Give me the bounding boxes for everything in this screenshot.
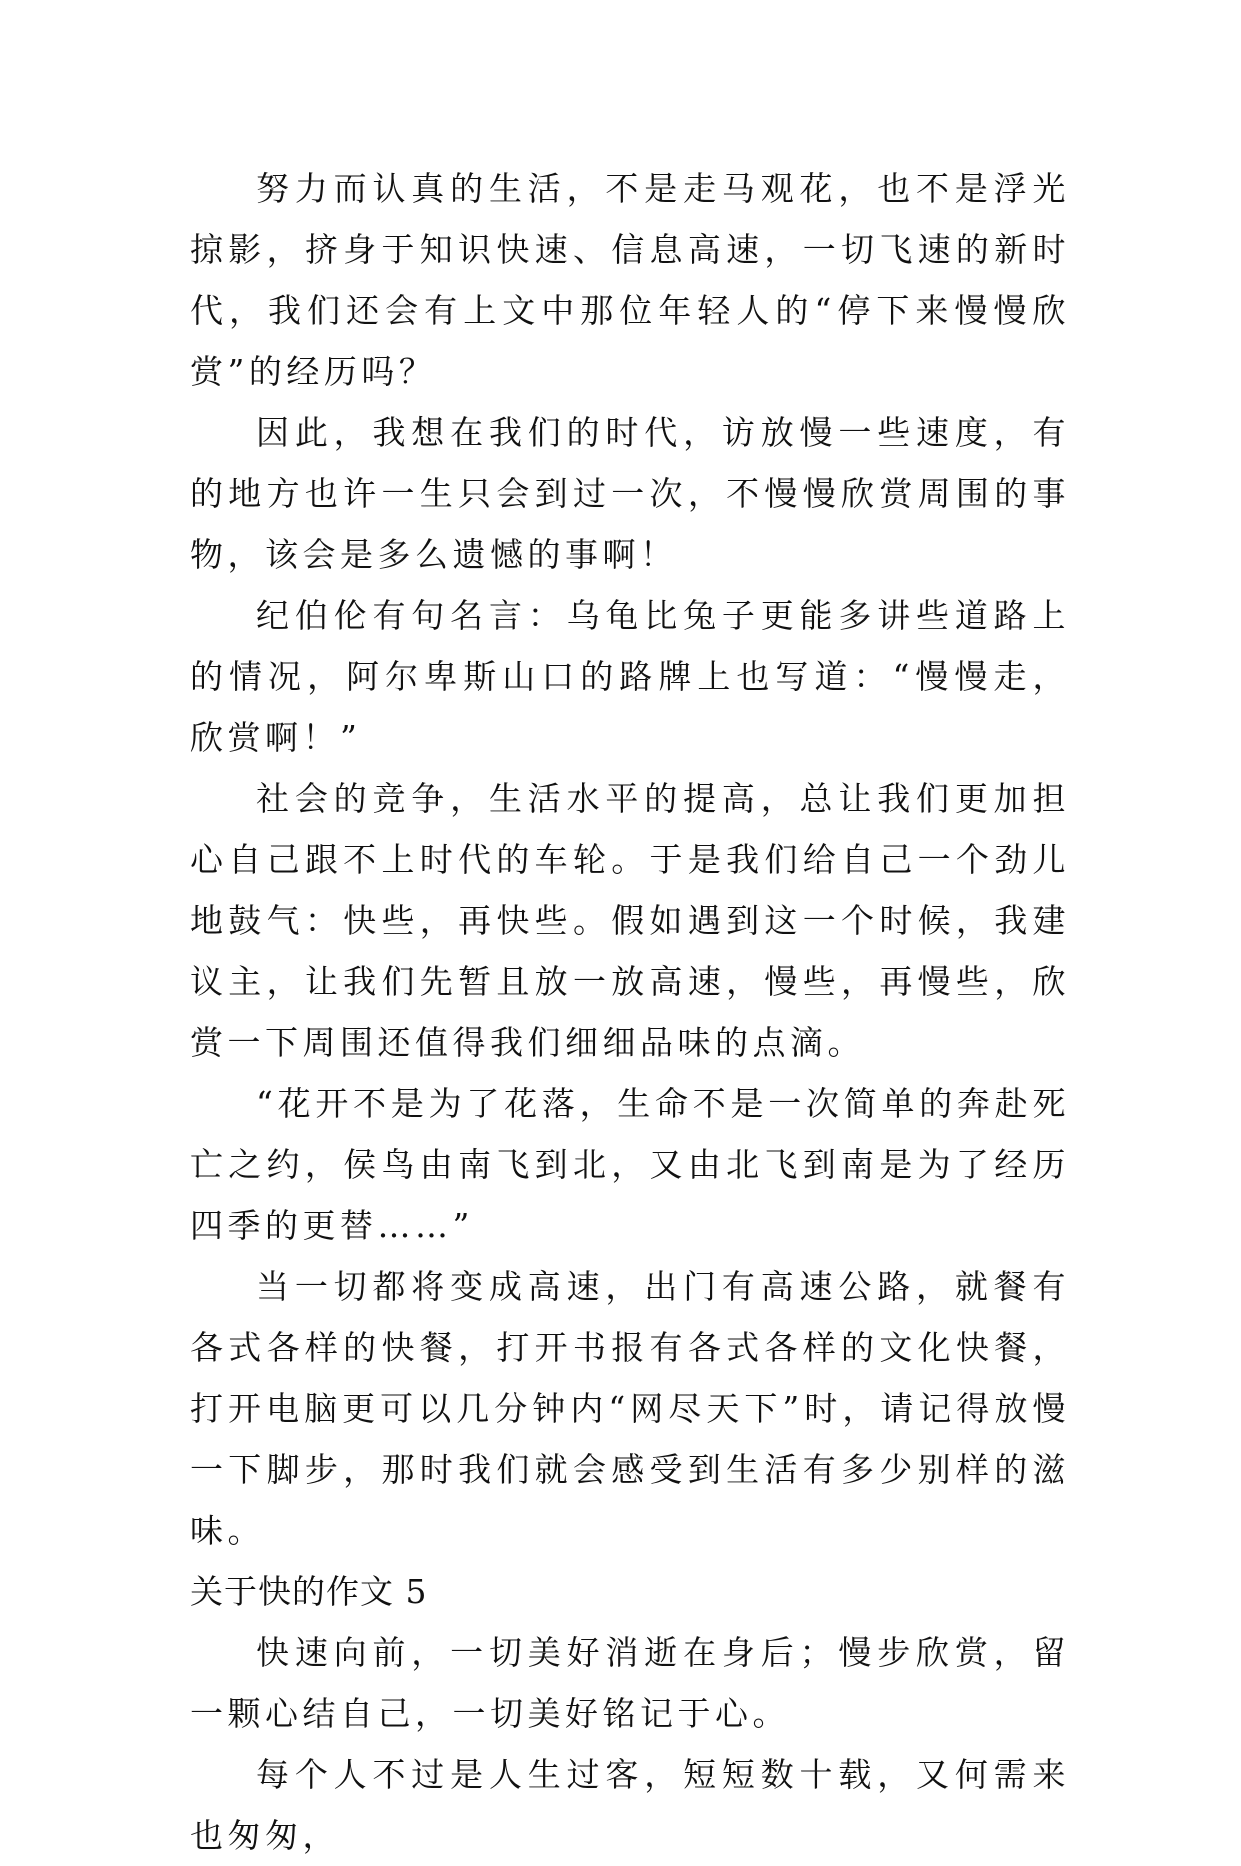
paragraph-2: 因此，我想在我们的时代，访放慢一些速度，有的地方也许一生只会到过一次，不慢慢欣赏周围的事物，该会是多么遗憾的事啊！ [190,413,1070,574]
paragraph-1: 努力而认真的生活，不是走马观花，也不是浮光掠影，挤身于知识快速、信息高速，一切飞速的新时代，我们还会有上文中那位年轻人的“停下来慢慢欣赏”的经历吗？ [190,169,1070,391]
paragraph-3: 纪伯伦有句名言：乌龟比兔子更能多讲些道路上的情况，阿尔卑斯山口的路牌上也写道：“慢慢走，欣赏啊！” [190,596,1070,757]
section-paragraph-1: 快速向前，一切美好消逝在身后；慢步欣赏，留一颗心结自己，一切美好铭记于心。 [190,1633,1070,1733]
section-paragraph-2: 每个人不过是人生过客，短短数十载，又何需来也匆匆， [190,1755,1070,1855]
document-page [190,158,1070,1866]
paragraph-6: 当一切都将变成高速，出门有高速公路，就餐有各式各样的快餐，打开书报有各式各样的文化快餐，打开电脑更可以几分钟内“网尽天下”时，请记得放慢一下脚步，那时我们就会感受到生活有多少别样的滋味。 [190,1267,1070,1550]
paragraph-5: “花开不是为了花落，生命不是一次简单的奔赴死亡之约，侯鸟由南飞到北，又由北飞到南是为了经历四季的更替……” [190,1084,1070,1245]
section-heading: 关于快的作文 5 [190,1572,428,1611]
paragraph-4: 社会的竞争，生活水平的提高，总让我们更加担心自己跟不上时代的车轮。于是我们给自己一个劲儿地鼓气：快些，再快些。假如遇到这一个时候，我建议主，让我们先暂且放一放高速，慢些，再慢些，欣赏一下周围还值得我们细细品味的点滴。 [190,779,1070,1062]
